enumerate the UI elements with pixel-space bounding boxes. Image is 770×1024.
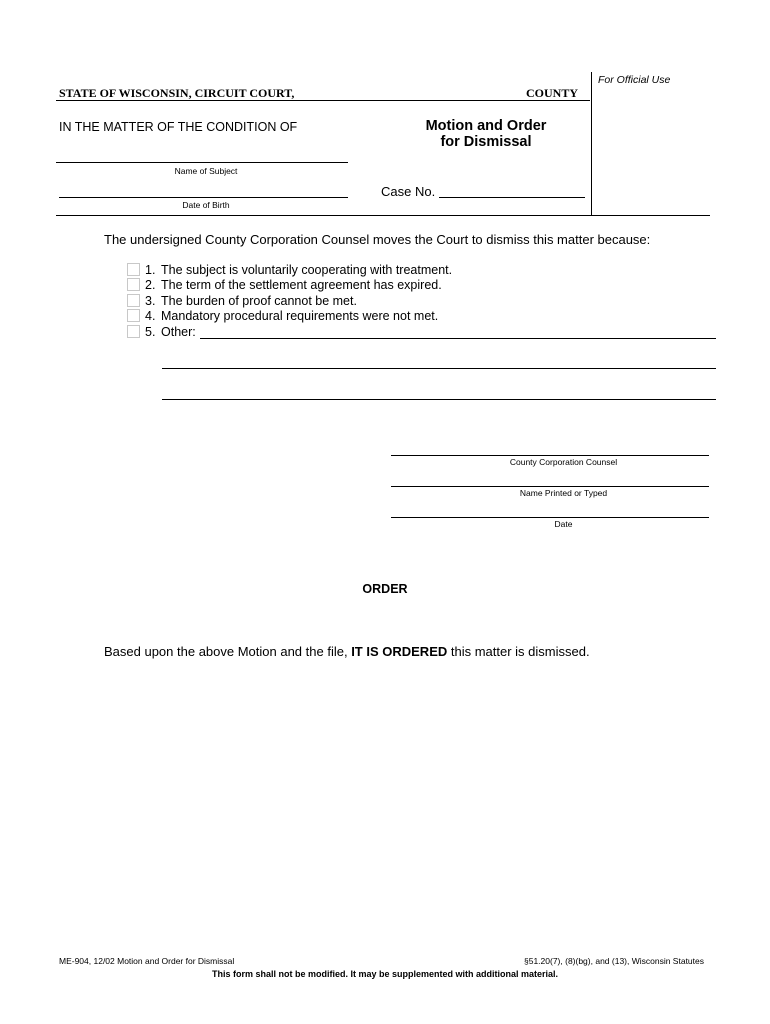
date-of-birth-field[interactable] (59, 197, 348, 198)
header-bottom-line (56, 215, 710, 216)
court-line (56, 100, 590, 101)
signature-date-line[interactable] (391, 517, 709, 518)
other-reason-line-3[interactable] (162, 399, 716, 400)
subject-name-field[interactable] (56, 162, 348, 163)
reason-5-number: 5. (145, 325, 156, 339)
reason-5-text: Other: (161, 325, 196, 339)
counsel-signature-caption: County Corporation Counsel (509, 457, 618, 467)
reason-3-number: 3. (145, 294, 156, 308)
motion-intro: The undersigned County Corporation Counsel moves the Court to dismiss this matter because: (104, 232, 651, 247)
reason-2-checkbox[interactable] (127, 278, 140, 291)
form-title-line2: for Dismissal (440, 134, 532, 150)
reason-4-text: Mandatory procedural requirements were not met. (161, 309, 439, 323)
court-name: STATE OF WISCONSIN, CIRCUIT COURT, (59, 86, 295, 100)
reason-3-checkbox[interactable] (127, 294, 140, 307)
reason-1-text: The subject is voluntarily cooperating with treatment. (161, 263, 453, 277)
order-heading: ORDER (362, 582, 408, 596)
counsel-signature-line[interactable] (391, 455, 709, 456)
reason-4-number: 4. (145, 309, 156, 323)
order-text-start: Based upon the above Motion and the file, (104, 644, 352, 659)
reason-1-checkbox[interactable] (127, 263, 140, 276)
official-use-label: For Official Use (598, 74, 671, 86)
counsel-name-caption: Name Printed or Typed (519, 488, 608, 498)
form-title-line1: Motion and Order (425, 118, 547, 134)
footer-notice: This form shall not be modified. It may be supplemented with additional material. (211, 969, 559, 979)
footer-statutes: §51.20(7), (8)(bg), and (13), Wisconsin Statutes (524, 956, 704, 966)
reason-5-checkbox[interactable] (127, 325, 140, 338)
other-reason-line-1[interactable] (200, 338, 716, 339)
reason-4-checkbox[interactable] (127, 309, 140, 322)
order-text-bold: IT IS ORDERED (351, 644, 448, 659)
reason-2-number: 2. (145, 278, 156, 292)
footer-form-id: ME-904, 12/02 Motion and Order for Dismissal (59, 956, 235, 966)
reason-3-text: The burden of proof cannot be met. (161, 294, 357, 308)
official-use-divider (591, 72, 592, 215)
form-title (386, 118, 586, 150)
reason-1-number: 1. (145, 263, 156, 277)
subject-name-caption: Name of Subject (174, 166, 238, 176)
matter-caption: IN THE MATTER OF THE CONDITION OF (59, 120, 298, 134)
county-label: COUNTY (526, 86, 579, 100)
counsel-name-line[interactable] (391, 486, 709, 487)
order-text (104, 644, 590, 659)
signature-date-caption: Date (554, 519, 573, 529)
reason-2-text: The term of the settlement agreement has expired. (161, 278, 442, 292)
order-text-end: this matter is dismissed. (447, 644, 590, 659)
case-no-label: Case No. (381, 184, 436, 199)
case-no-field[interactable] (439, 197, 585, 198)
other-reason-line-2[interactable] (162, 368, 716, 369)
date-of-birth-caption: Date of Birth (182, 200, 230, 210)
